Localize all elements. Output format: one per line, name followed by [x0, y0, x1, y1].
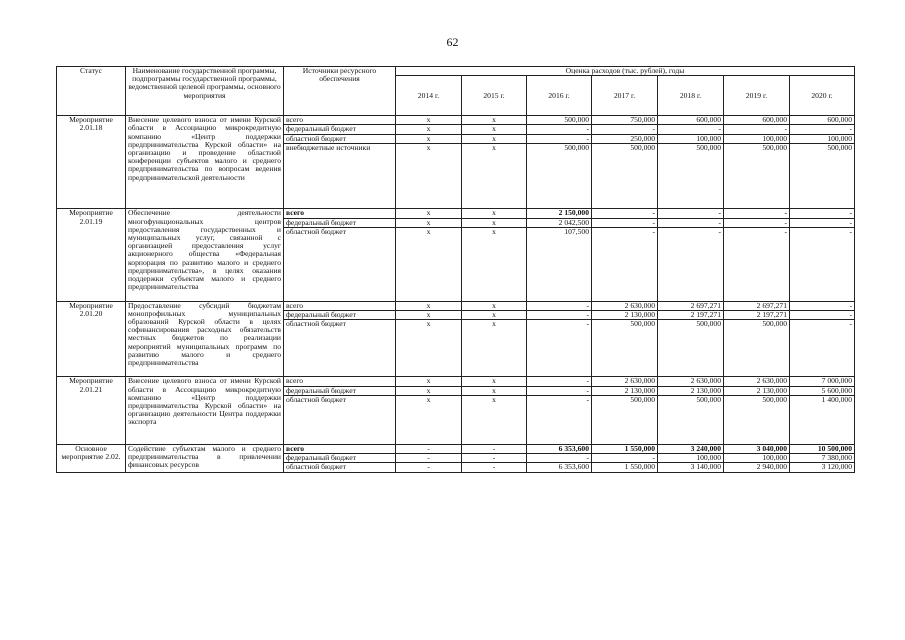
name-cell: Обеспечение деятельности многофункциональных центров предоставления государственных и муниципальных услуг, связанной с организацией предоставления услуг акционерного общества «Федеральная корпорация по развитию малого и среднего предпринимательства», в целях оказания поддержки субъектам малого и среднего предпринимательства: [126, 209, 284, 301]
value-cell: -: [592, 218, 658, 227]
header-estimate: Оценка расходов (тыс. рублей), годы: [396, 67, 855, 76]
value-cell: х: [396, 395, 462, 444]
value-cell: х: [396, 301, 462, 310]
value-cell: 500,000: [658, 395, 724, 444]
value-cell: х: [462, 116, 527, 125]
source-cell: областной бюджет: [284, 320, 396, 377]
source-cell: всего: [284, 301, 396, 310]
value-cell: х: [462, 125, 527, 134]
value-cell: 1 400,000: [790, 395, 855, 444]
value-cell: х: [462, 386, 527, 395]
value-cell: х: [396, 377, 462, 386]
table-row: [57, 301, 855, 310]
value-cell: 2 042,500: [527, 218, 592, 227]
header-year: 2020 г.: [790, 76, 855, 116]
header-row: [57, 67, 855, 76]
value-cell: -: [724, 218, 790, 227]
table-row: [57, 445, 855, 454]
value-cell: 107,500: [527, 227, 592, 301]
value-cell: 7 380,000: [790, 454, 855, 463]
header-name: Наименование государственной программы, подпрограммы государственной программы, ведомственной целевой программы, основного мероприятия: [126, 67, 284, 116]
value-cell: 2 630,000: [592, 377, 658, 386]
value-cell: 500,000: [724, 320, 790, 377]
status-cell: Мероприятие 2.01.18: [57, 116, 126, 209]
header-year: 2017 г.: [592, 76, 658, 116]
value-cell: -: [396, 463, 462, 472]
value-cell: х: [462, 209, 527, 218]
value-cell: -: [724, 227, 790, 301]
value-cell: -: [527, 125, 592, 134]
value-cell: 500,000: [527, 143, 592, 209]
name-cell: Содействие субъектам малого и среднего предпринимательства в привлечении финансовых ресурсов: [126, 445, 284, 473]
value-cell: -: [790, 320, 855, 377]
name-cell: Внесение целевого взноса от имени Курской области в Ассоциацию микрокредитную компанию «Центр поддержки предпринимательства Курской области» на организацию деятельности Центра поддержки экспорта: [126, 377, 284, 445]
value-cell: 600,000: [724, 116, 790, 125]
status-cell: Мероприятие 2.01.21: [57, 377, 126, 445]
value-cell: х: [462, 227, 527, 301]
value-cell: 3 140,000: [658, 463, 724, 472]
value-cell: 500,000: [724, 143, 790, 209]
value-cell: 100,000: [658, 454, 724, 463]
value-cell: х: [396, 209, 462, 218]
header-status: Статус: [57, 67, 126, 116]
value-cell: 250,000: [592, 134, 658, 143]
header-year: 2014 г.: [396, 76, 462, 116]
value-cell: -: [527, 395, 592, 444]
value-cell: х: [396, 125, 462, 134]
value-cell: -: [724, 125, 790, 134]
value-cell: -: [462, 454, 527, 463]
value-cell: х: [396, 320, 462, 377]
value-cell: 500,000: [790, 143, 855, 209]
value-cell: 2 630,000: [724, 377, 790, 386]
value-cell: 500,000: [527, 116, 592, 125]
value-cell: 2 697,271: [658, 301, 724, 310]
value-cell: 2 630,000: [658, 377, 724, 386]
value-cell: 2 940,000: [724, 463, 790, 472]
value-cell: х: [462, 134, 527, 143]
value-cell: х: [396, 227, 462, 301]
value-cell: -: [658, 209, 724, 218]
value-cell: -: [592, 227, 658, 301]
value-cell: 500,000: [592, 320, 658, 377]
source-cell: всего: [284, 445, 396, 454]
value-cell: 500,000: [592, 143, 658, 209]
value-cell: 100,000: [658, 134, 724, 143]
header-year: 2015 г.: [462, 76, 527, 116]
header-year: 2019 г.: [724, 76, 790, 116]
value-cell: 2 130,000: [592, 386, 658, 395]
value-cell: х: [396, 134, 462, 143]
source-cell: областной бюджет: [284, 395, 396, 444]
value-cell: 500,000: [592, 395, 658, 444]
value-cell: 600,000: [658, 116, 724, 125]
value-cell: -: [790, 310, 855, 319]
budget-table: [56, 66, 855, 473]
source-cell: внебюджетные источники: [284, 143, 396, 209]
table-body: [57, 116, 855, 472]
value-cell: 5 600,000: [790, 386, 855, 395]
value-cell: 600,000: [790, 116, 855, 125]
value-cell: х: [396, 218, 462, 227]
value-cell: 500,000: [724, 395, 790, 444]
name-cell: Предоставление субсидий бюджетам монопрофильных муниципальных образований Курской области в целях софинансирования расходных обязательств местных бюджетов по реализации мероприятий муниципальных программ по развитию малого и среднего предпринимательства: [126, 301, 284, 377]
value-cell: -: [462, 463, 527, 472]
source-cell: федеральный бюджет: [284, 125, 396, 134]
value-cell: х: [462, 395, 527, 444]
status-cell: Мероприятие 2.01.19: [57, 209, 126, 301]
value-cell: -: [527, 134, 592, 143]
value-cell: 10 500,000: [790, 445, 855, 454]
value-cell: -: [527, 454, 592, 463]
table-row: [57, 377, 855, 386]
value-cell: 2 697,271: [724, 301, 790, 310]
status-cell: Мероприятие 2.01.20: [57, 301, 126, 377]
value-cell: -: [396, 445, 462, 454]
value-cell: х: [462, 218, 527, 227]
header-year: 2018 г.: [658, 76, 724, 116]
header-year: 2016 г.: [527, 76, 592, 116]
source-cell: федеральный бюджет: [284, 454, 396, 463]
value-cell: 2 197,271: [724, 310, 790, 319]
value-cell: 3 240,000: [658, 445, 724, 454]
value-cell: х: [396, 116, 462, 125]
source-cell: федеральный бюджет: [284, 218, 396, 227]
value-cell: -: [527, 301, 592, 310]
value-cell: -: [527, 377, 592, 386]
source-cell: областной бюджет: [284, 227, 396, 301]
source-cell: федеральный бюджет: [284, 386, 396, 395]
value-cell: 3 040,000: [724, 445, 790, 454]
value-cell: -: [592, 125, 658, 134]
value-cell: 2 150,000: [527, 209, 592, 218]
value-cell: 1 550,000: [592, 445, 658, 454]
value-cell: х: [396, 143, 462, 209]
value-cell: 100,000: [724, 134, 790, 143]
table-row: [57, 209, 855, 218]
source-cell: областной бюджет: [284, 134, 396, 143]
value-cell: 2 130,000: [658, 386, 724, 395]
value-cell: 2 130,000: [592, 310, 658, 319]
value-cell: х: [396, 310, 462, 319]
value-cell: -: [790, 218, 855, 227]
source-cell: всего: [284, 377, 396, 386]
value-cell: 500,000: [658, 320, 724, 377]
value-cell: х: [462, 301, 527, 310]
value-cell: 500,000: [658, 143, 724, 209]
value-cell: 100,000: [724, 454, 790, 463]
value-cell: 6 353,600: [527, 445, 592, 454]
value-cell: -: [396, 454, 462, 463]
value-cell: -: [790, 301, 855, 310]
source-cell: всего: [284, 116, 396, 125]
value-cell: -: [527, 310, 592, 319]
header-sources: Источники ресурсного обеспечения: [284, 67, 396, 116]
value-cell: -: [592, 209, 658, 218]
value-cell: 2 130,000: [724, 386, 790, 395]
value-cell: 1 550,000: [592, 463, 658, 472]
value-cell: -: [658, 227, 724, 301]
value-cell: -: [724, 209, 790, 218]
name-cell: Внесение целевого взноса от имени Курской области в Ассоциацию микрокредитную компанию «Центр поддержки предпринимательства Курской области» на организацию и проведение областной конференции субъектов малого и среднего предпринимательства по вопросам ведения предпринимательской деятельности: [126, 116, 284, 209]
value-cell: -: [790, 125, 855, 134]
value-cell: -: [462, 445, 527, 454]
table-row: [57, 116, 855, 125]
value-cell: -: [790, 227, 855, 301]
value-cell: х: [462, 320, 527, 377]
value-cell: -: [658, 125, 724, 134]
page-number: 62: [446, 35, 459, 49]
value-cell: 6 353,600: [527, 463, 592, 472]
value-cell: х: [462, 143, 527, 209]
value-cell: 2 197,271: [658, 310, 724, 319]
value-cell: 2 630,000: [592, 301, 658, 310]
value-cell: 7 000,000: [790, 377, 855, 386]
value-cell: 100,000: [790, 134, 855, 143]
value-cell: -: [527, 320, 592, 377]
value-cell: -: [658, 218, 724, 227]
source-cell: областной бюджет: [284, 463, 396, 472]
value-cell: 3 120,000: [790, 463, 855, 472]
value-cell: х: [462, 377, 527, 386]
value-cell: -: [527, 386, 592, 395]
value-cell: -: [790, 209, 855, 218]
value-cell: -: [592, 454, 658, 463]
value-cell: 750,000: [592, 116, 658, 125]
value-cell: х: [396, 386, 462, 395]
source-cell: федеральный бюджет: [284, 310, 396, 319]
status-cell: Основное мероприятие 2.02.: [57, 445, 126, 473]
source-cell: всего: [284, 209, 396, 218]
value-cell: х: [462, 310, 527, 319]
